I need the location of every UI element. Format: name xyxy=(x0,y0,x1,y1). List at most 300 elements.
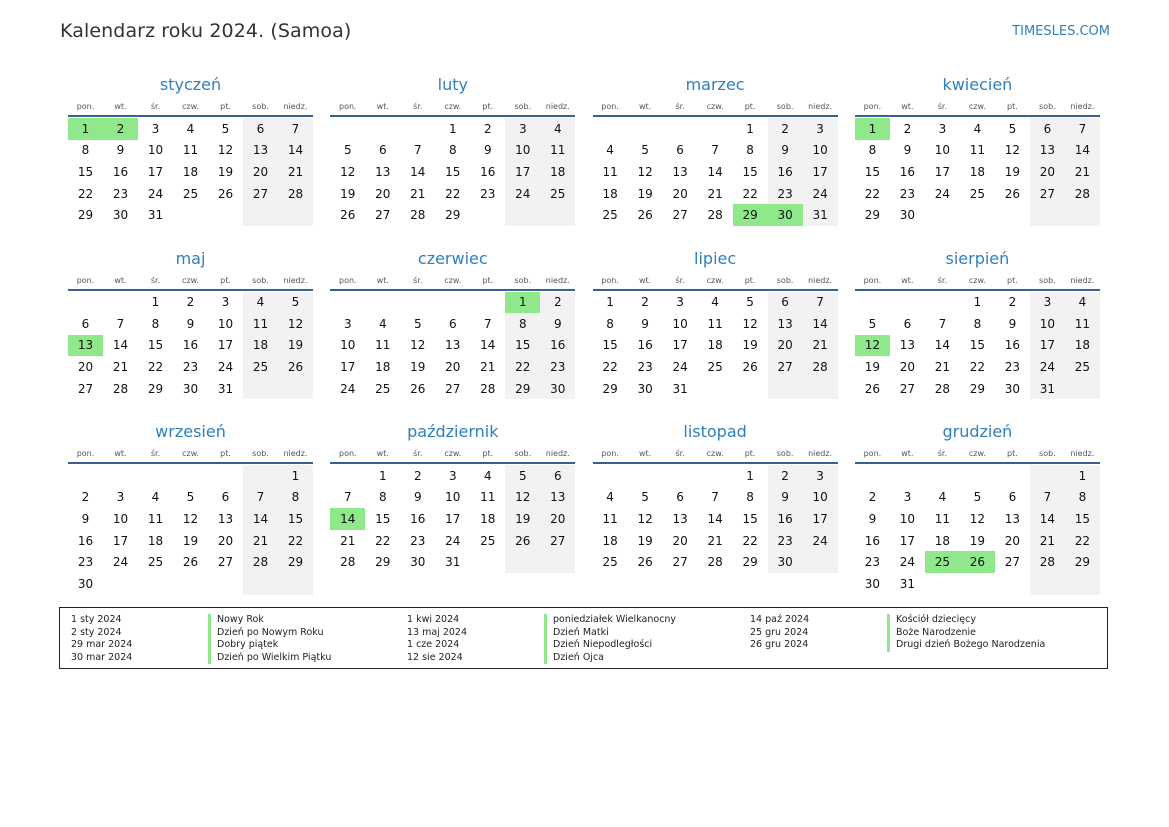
day-cell[interactable]: 28 xyxy=(278,183,313,205)
day-cell[interactable]: 7 xyxy=(803,292,838,314)
day-cell[interactable]: 2 xyxy=(768,118,803,140)
day-cell[interactable]: 12 xyxy=(637,511,653,526)
day-cell[interactable]: 29 xyxy=(445,208,461,223)
day-cell[interactable]: 25 xyxy=(602,555,618,570)
day-cell[interactable]: 20 xyxy=(77,360,94,375)
day-cell[interactable]: 8 xyxy=(746,143,754,158)
day-cell[interactable]: 20 xyxy=(672,186,688,201)
day-cell[interactable]: 11 xyxy=(1065,313,1100,335)
day-cell[interactable]: 22 xyxy=(375,533,391,548)
day-cell[interactable]: 23 xyxy=(182,360,199,375)
day-cell[interactable]: 1 xyxy=(746,121,754,136)
day-cell[interactable]: 21 xyxy=(707,533,723,548)
day-cell[interactable]: 2 xyxy=(1008,295,1017,310)
day-cell[interactable]: 24 xyxy=(340,381,356,396)
day-cell[interactable]: 26 xyxy=(182,555,199,570)
day-cell[interactable]: 30 xyxy=(768,551,803,573)
day-cell[interactable]: 6 xyxy=(768,292,803,314)
day-cell[interactable]: 26 xyxy=(637,208,653,223)
day-cell[interactable]: 24 xyxy=(803,530,838,552)
day-cell[interactable]: 30 xyxy=(1004,381,1021,396)
day-cell[interactable]: 26 xyxy=(340,208,356,223)
day-cell[interactable]: 24 xyxy=(803,183,838,205)
day-cell[interactable]: 20 xyxy=(243,161,278,183)
holiday-day-cell[interactable]: 1 xyxy=(505,292,540,314)
day-cell[interactable]: 6 xyxy=(903,316,912,331)
day-cell[interactable]: 9 xyxy=(768,487,803,509)
day-cell[interactable]: 23 xyxy=(480,186,496,201)
day-cell[interactable]: 2 xyxy=(186,295,195,310)
day-cell[interactable]: 29 xyxy=(147,381,164,396)
day-cell[interactable]: 26 xyxy=(410,381,426,396)
day-cell[interactable]: 22 xyxy=(864,186,881,201)
day-cell[interactable]: 23 xyxy=(112,186,129,201)
day-cell[interactable]: 11 xyxy=(707,316,723,331)
day-cell[interactable]: 29 xyxy=(1065,551,1100,573)
day-cell[interactable]: 30 xyxy=(410,555,426,570)
day-cell[interactable]: 27 xyxy=(243,183,278,205)
day-cell[interactable]: 16 xyxy=(112,164,129,179)
day-cell[interactable]: 16 xyxy=(410,511,426,526)
day-cell[interactable]: 5 xyxy=(641,490,649,505)
day-cell[interactable]: 28 xyxy=(480,381,496,396)
day-cell[interactable]: 23 xyxy=(864,555,881,570)
day-cell[interactable]: 17 xyxy=(217,338,234,353)
day-cell[interactable]: 15 xyxy=(375,511,391,526)
day-cell[interactable]: 19 xyxy=(182,533,199,548)
day-cell[interactable]: 14 xyxy=(480,338,496,353)
day-cell[interactable]: 27 xyxy=(1030,183,1065,205)
day-cell[interactable]: 22 xyxy=(278,530,313,552)
day-cell[interactable]: 4 xyxy=(711,295,719,310)
day-cell[interactable]: 12 xyxy=(340,164,356,179)
day-cell[interactable]: 19 xyxy=(217,164,234,179)
day-cell[interactable]: 16 xyxy=(480,164,496,179)
day-cell[interactable]: 10 xyxy=(803,140,838,162)
day-cell[interactable]: 4 xyxy=(483,468,492,483)
day-cell[interactable]: 3 xyxy=(803,118,838,140)
day-cell[interactable]: 13 xyxy=(243,140,278,162)
day-cell[interactable]: 24 xyxy=(934,186,951,201)
day-cell[interactable]: 31 xyxy=(445,555,461,570)
day-cell[interactable]: 10 xyxy=(505,140,540,162)
day-cell[interactable]: 13 xyxy=(375,164,391,179)
day-cell[interactable]: 23 xyxy=(540,356,575,378)
day-cell[interactable]: 19 xyxy=(505,508,540,530)
day-cell[interactable]: 11 xyxy=(602,164,618,179)
day-cell[interactable]: 28 xyxy=(803,356,838,378)
day-cell[interactable]: 12 xyxy=(182,511,199,526)
day-cell[interactable]: 27 xyxy=(445,381,461,396)
day-cell[interactable]: 14 xyxy=(278,140,313,162)
day-cell[interactable]: 25 xyxy=(182,186,199,201)
day-cell[interactable]: 7 xyxy=(483,316,492,331)
day-cell[interactable]: 19 xyxy=(340,186,356,201)
day-cell[interactable]: 17 xyxy=(147,164,164,179)
day-cell[interactable]: 17 xyxy=(672,338,688,353)
day-cell[interactable]: 12 xyxy=(217,143,234,158)
day-cell[interactable]: 15 xyxy=(1065,508,1100,530)
day-cell[interactable]: 11 xyxy=(243,313,278,335)
day-cell[interactable]: 25 xyxy=(147,555,164,570)
day-cell[interactable]: 5 xyxy=(343,143,352,158)
day-cell[interactable]: 6 xyxy=(676,490,684,505)
day-cell[interactable]: 18 xyxy=(243,335,278,357)
day-cell[interactable]: 19 xyxy=(637,186,653,201)
day-cell[interactable]: 11 xyxy=(375,338,391,353)
day-cell[interactable]: 25 xyxy=(969,186,986,201)
day-cell[interactable]: 27 xyxy=(672,208,688,223)
day-cell[interactable]: 10 xyxy=(1030,313,1065,335)
day-cell[interactable]: 3 xyxy=(803,465,838,487)
day-cell[interactable]: 31 xyxy=(1030,378,1065,400)
day-cell[interactable]: 24 xyxy=(112,555,129,570)
day-cell[interactable]: 23 xyxy=(768,183,803,205)
day-cell[interactable]: 12 xyxy=(278,313,313,335)
day-cell[interactable]: 17 xyxy=(340,360,356,375)
day-cell[interactable]: 8 xyxy=(746,490,754,505)
day-cell[interactable]: 13 xyxy=(540,487,575,509)
day-cell[interactable]: 22 xyxy=(742,533,758,548)
day-cell[interactable]: 12 xyxy=(1004,143,1021,158)
day-cell[interactable]: 28 xyxy=(1065,183,1100,205)
day-cell[interactable]: 18 xyxy=(182,164,199,179)
day-cell[interactable]: 8 xyxy=(378,490,387,505)
day-cell[interactable]: 22 xyxy=(969,360,986,375)
day-cell[interactable]: 14 xyxy=(803,313,838,335)
day-cell[interactable]: 17 xyxy=(803,508,838,530)
day-cell[interactable]: 21 xyxy=(934,360,951,375)
day-cell[interactable]: 22 xyxy=(147,360,164,375)
day-cell[interactable]: 4 xyxy=(938,490,947,505)
day-cell[interactable]: 21 xyxy=(410,186,426,201)
day-cell[interactable]: 14 xyxy=(707,164,723,179)
day-cell[interactable]: 3 xyxy=(505,118,540,140)
day-cell[interactable]: 18 xyxy=(602,186,618,201)
day-cell[interactable]: 27 xyxy=(540,530,575,552)
day-cell[interactable]: 19 xyxy=(969,533,986,548)
day-cell[interactable]: 19 xyxy=(742,338,758,353)
day-cell[interactable]: 5 xyxy=(746,295,754,310)
day-cell[interactable]: 18 xyxy=(480,511,496,526)
day-cell[interactable]: 7 xyxy=(343,490,352,505)
day-cell[interactable]: 8 xyxy=(278,487,313,509)
day-cell[interactable]: 12 xyxy=(410,338,426,353)
day-cell[interactable]: 8 xyxy=(868,143,877,158)
day-cell[interactable]: 20 xyxy=(445,360,461,375)
day-cell[interactable]: 13 xyxy=(768,313,803,335)
day-cell[interactable]: 20 xyxy=(1004,533,1021,548)
day-cell[interactable]: 31 xyxy=(672,381,688,396)
day-cell[interactable]: 25 xyxy=(707,360,723,375)
day-cell[interactable]: 3 xyxy=(903,490,912,505)
day-cell[interactable]: 26 xyxy=(742,360,758,375)
day-cell[interactable]: 6 xyxy=(1008,490,1017,505)
day-cell[interactable]: 9 xyxy=(483,143,492,158)
day-cell[interactable]: 5 xyxy=(278,292,313,314)
day-cell[interactable]: 24 xyxy=(505,183,540,205)
day-cell[interactable]: 16 xyxy=(864,533,881,548)
day-cell[interactable]: 5 xyxy=(868,316,877,331)
day-cell[interactable]: 3 xyxy=(221,295,230,310)
day-cell[interactable]: 10 xyxy=(340,338,356,353)
day-cell[interactable]: 9 xyxy=(1008,316,1017,331)
day-cell[interactable]: 18 xyxy=(969,164,986,179)
day-cell[interactable]: 29 xyxy=(864,208,881,223)
day-cell[interactable]: 28 xyxy=(340,555,356,570)
day-cell[interactable]: 9 xyxy=(641,316,649,331)
day-cell[interactable]: 30 xyxy=(899,208,916,223)
day-cell[interactable]: 8 xyxy=(448,143,457,158)
day-cell[interactable]: 11 xyxy=(969,143,986,158)
day-cell[interactable]: 15 xyxy=(969,338,986,353)
day-cell[interactable]: 23 xyxy=(1004,360,1021,375)
day-cell[interactable]: 1 xyxy=(973,295,982,310)
day-cell[interactable]: 20 xyxy=(1030,161,1065,183)
day-cell[interactable]: 21 xyxy=(112,360,129,375)
day-cell[interactable]: 18 xyxy=(147,533,164,548)
day-cell[interactable]: 21 xyxy=(340,533,356,548)
day-cell[interactable]: 18 xyxy=(934,533,951,548)
day-cell[interactable]: 31 xyxy=(147,208,164,223)
day-cell[interactable]: 3 xyxy=(448,468,457,483)
day-cell[interactable]: 14 xyxy=(243,508,278,530)
day-cell[interactable]: 15 xyxy=(147,338,164,353)
day-cell[interactable]: 1 xyxy=(606,295,614,310)
day-cell[interactable]: 12 xyxy=(969,511,986,526)
day-cell[interactable]: 7 xyxy=(243,487,278,509)
day-cell[interactable]: 22 xyxy=(77,186,94,201)
day-cell[interactable]: 19 xyxy=(278,335,313,357)
day-cell[interactable]: 30 xyxy=(637,381,653,396)
day-cell[interactable]: 30 xyxy=(864,576,881,591)
day-cell[interactable]: 24 xyxy=(899,555,916,570)
day-cell[interactable]: 1 xyxy=(448,121,457,136)
holiday-day-cell[interactable]: 26 xyxy=(960,551,995,573)
day-cell[interactable]: 29 xyxy=(505,378,540,400)
day-cell[interactable]: 26 xyxy=(278,356,313,378)
day-cell[interactable]: 2 xyxy=(483,121,492,136)
day-cell[interactable]: 3 xyxy=(116,490,125,505)
day-cell[interactable]: 23 xyxy=(410,533,426,548)
day-cell[interactable]: 5 xyxy=(221,121,230,136)
day-cell[interactable]: 24 xyxy=(445,533,461,548)
day-cell[interactable]: 29 xyxy=(742,555,758,570)
day-cell[interactable]: 13 xyxy=(445,338,461,353)
day-cell[interactable]: 16 xyxy=(1004,338,1021,353)
day-cell[interactable]: 18 xyxy=(375,360,391,375)
day-cell[interactable]: 10 xyxy=(934,143,951,158)
day-cell[interactable]: 27 xyxy=(217,555,234,570)
day-cell[interactable]: 10 xyxy=(672,316,688,331)
day-cell[interactable]: 30 xyxy=(77,576,94,591)
day-cell[interactable]: 4 xyxy=(606,490,614,505)
day-cell[interactable]: 8 xyxy=(81,143,90,158)
day-cell[interactable]: 4 xyxy=(973,121,982,136)
day-cell[interactable]: 3 xyxy=(938,121,947,136)
day-cell[interactable]: 12 xyxy=(742,316,758,331)
day-cell[interactable]: 22 xyxy=(1065,530,1100,552)
day-cell[interactable]: 2 xyxy=(641,295,649,310)
day-cell[interactable]: 29 xyxy=(969,381,986,396)
day-cell[interactable]: 11 xyxy=(540,140,575,162)
day-cell[interactable]: 4 xyxy=(606,143,614,158)
day-cell[interactable]: 6 xyxy=(1030,118,1065,140)
day-cell[interactable]: 7 xyxy=(413,143,422,158)
day-cell[interactable]: 4 xyxy=(151,490,160,505)
day-cell[interactable]: 10 xyxy=(217,316,234,331)
day-cell[interactable]: 28 xyxy=(243,551,278,573)
day-cell[interactable]: 15 xyxy=(505,335,540,357)
day-cell[interactable]: 4 xyxy=(1065,292,1100,314)
day-cell[interactable]: 14 xyxy=(112,338,129,353)
day-cell[interactable]: 7 xyxy=(116,316,125,331)
day-cell[interactable]: 8 xyxy=(1065,487,1100,509)
day-cell[interactable]: 13 xyxy=(1030,140,1065,162)
day-cell[interactable]: 13 xyxy=(672,511,688,526)
day-cell[interactable]: 10 xyxy=(803,487,838,509)
day-cell[interactable]: 22 xyxy=(742,186,758,201)
day-cell[interactable]: 28 xyxy=(112,381,129,396)
day-cell[interactable]: 13 xyxy=(899,338,916,353)
day-cell[interactable]: 13 xyxy=(217,511,234,526)
day-cell[interactable]: 21 xyxy=(243,530,278,552)
day-cell[interactable]: 6 xyxy=(221,490,230,505)
day-cell[interactable]: 9 xyxy=(413,490,422,505)
day-cell[interactable]: 30 xyxy=(540,378,575,400)
holiday-day-cell[interactable]: 30 xyxy=(768,204,803,226)
day-cell[interactable]: 21 xyxy=(278,161,313,183)
day-cell[interactable]: 25 xyxy=(1065,356,1100,378)
day-cell[interactable]: 1 xyxy=(378,468,387,483)
day-cell[interactable]: 17 xyxy=(1030,335,1065,357)
day-cell[interactable]: 31 xyxy=(217,381,234,396)
day-cell[interactable]: 5 xyxy=(1008,121,1017,136)
day-cell[interactable]: 28 xyxy=(707,555,723,570)
day-cell[interactable]: 23 xyxy=(77,555,94,570)
day-cell[interactable]: 15 xyxy=(77,164,94,179)
day-cell[interactable]: 10 xyxy=(899,511,916,526)
day-cell[interactable]: 27 xyxy=(672,555,688,570)
day-cell[interactable]: 6 xyxy=(676,143,684,158)
day-cell[interactable]: 7 xyxy=(711,143,719,158)
day-cell[interactable]: 22 xyxy=(445,186,461,201)
day-cell[interactable]: 17 xyxy=(505,161,540,183)
day-cell[interactable]: 29 xyxy=(602,381,618,396)
day-cell[interactable]: 25 xyxy=(375,381,391,396)
day-cell[interactable]: 6 xyxy=(540,465,575,487)
day-cell[interactable]: 21 xyxy=(1030,530,1065,552)
day-cell[interactable]: 10 xyxy=(147,143,164,158)
day-cell[interactable]: 4 xyxy=(243,292,278,314)
day-cell[interactable]: 27 xyxy=(899,381,916,396)
day-cell[interactable]: 28 xyxy=(934,381,951,396)
day-cell[interactable]: 2 xyxy=(413,468,422,483)
day-cell[interactable]: 25 xyxy=(540,183,575,205)
holiday-day-cell[interactable]: 13 xyxy=(68,335,103,357)
day-cell[interactable]: 20 xyxy=(375,186,391,201)
day-cell[interactable]: 8 xyxy=(606,316,614,331)
day-cell[interactable]: 16 xyxy=(637,338,653,353)
day-cell[interactable]: 16 xyxy=(768,508,803,530)
day-cell[interactable]: 14 xyxy=(934,338,951,353)
day-cell[interactable]: 20 xyxy=(672,533,688,548)
day-cell[interactable]: 6 xyxy=(81,316,90,331)
day-cell[interactable]: 21 xyxy=(707,186,723,201)
day-cell[interactable]: 19 xyxy=(410,360,426,375)
day-cell[interactable]: 4 xyxy=(186,121,195,136)
day-cell[interactable]: 25 xyxy=(602,208,618,223)
day-cell[interactable]: 26 xyxy=(217,186,234,201)
day-cell[interactable]: 22 xyxy=(505,356,540,378)
holiday-day-cell[interactable]: 14 xyxy=(330,508,365,530)
day-cell[interactable]: 3 xyxy=(151,121,160,136)
day-cell[interactable]: 9 xyxy=(768,140,803,162)
day-cell[interactable]: 17 xyxy=(445,511,461,526)
day-cell[interactable]: 26 xyxy=(505,530,540,552)
day-cell[interactable]: 12 xyxy=(505,487,540,509)
day-cell[interactable]: 5 xyxy=(641,143,649,158)
day-cell[interactable]: 22 xyxy=(602,360,618,375)
day-cell[interactable]: 11 xyxy=(182,143,199,158)
day-cell[interactable]: 3 xyxy=(676,295,684,310)
day-cell[interactable]: 1 xyxy=(1065,465,1100,487)
day-cell[interactable]: 14 xyxy=(410,164,426,179)
day-cell[interactable]: 4 xyxy=(378,316,387,331)
day-cell[interactable]: 9 xyxy=(81,511,90,526)
day-cell[interactable]: 2 xyxy=(768,465,803,487)
day-cell[interactable]: 1 xyxy=(151,295,160,310)
day-cell[interactable]: 8 xyxy=(151,316,160,331)
day-cell[interactable]: 30 xyxy=(182,381,199,396)
day-cell[interactable]: 24 xyxy=(1030,356,1065,378)
day-cell[interactable]: 5 xyxy=(413,316,422,331)
day-cell[interactable]: 29 xyxy=(278,551,313,573)
day-cell[interactable]: 16 xyxy=(182,338,199,353)
day-cell[interactable]: 21 xyxy=(1065,161,1100,183)
day-cell[interactable]: 26 xyxy=(637,555,653,570)
day-cell[interactable]: 26 xyxy=(1004,186,1021,201)
day-cell[interactable]: 15 xyxy=(742,164,758,179)
day-cell[interactable]: 16 xyxy=(540,335,575,357)
day-cell[interactable]: 24 xyxy=(147,186,164,201)
holiday-day-cell[interactable]: 12 xyxy=(855,335,890,357)
day-cell[interactable]: 11 xyxy=(602,511,618,526)
day-cell[interactable]: 11 xyxy=(934,511,951,526)
day-cell[interactable]: 13 xyxy=(1004,511,1021,526)
day-cell[interactable]: 27 xyxy=(375,208,391,223)
day-cell[interactable]: 2 xyxy=(540,292,575,314)
holiday-day-cell[interactable]: 25 xyxy=(925,551,960,573)
day-cell[interactable]: 12 xyxy=(637,164,653,179)
day-cell[interactable]: 24 xyxy=(217,360,234,375)
day-cell[interactable]: 18 xyxy=(1065,335,1100,357)
day-cell[interactable]: 25 xyxy=(480,533,496,548)
day-cell[interactable]: 9 xyxy=(540,313,575,335)
day-cell[interactable]: 31 xyxy=(803,204,838,226)
day-cell[interactable]: 14 xyxy=(707,511,723,526)
day-cell[interactable]: 16 xyxy=(768,161,803,183)
day-cell[interactable]: 14 xyxy=(1065,140,1100,162)
day-cell[interactable]: 18 xyxy=(540,161,575,183)
day-cell[interactable]: 23 xyxy=(899,186,916,201)
day-cell[interactable]: 28 xyxy=(707,208,723,223)
day-cell[interactable]: 24 xyxy=(672,360,688,375)
day-cell[interactable]: 15 xyxy=(864,164,881,179)
day-cell[interactable]: 11 xyxy=(147,511,164,526)
day-cell[interactable]: 23 xyxy=(637,360,653,375)
day-cell[interactable]: 16 xyxy=(77,533,94,548)
